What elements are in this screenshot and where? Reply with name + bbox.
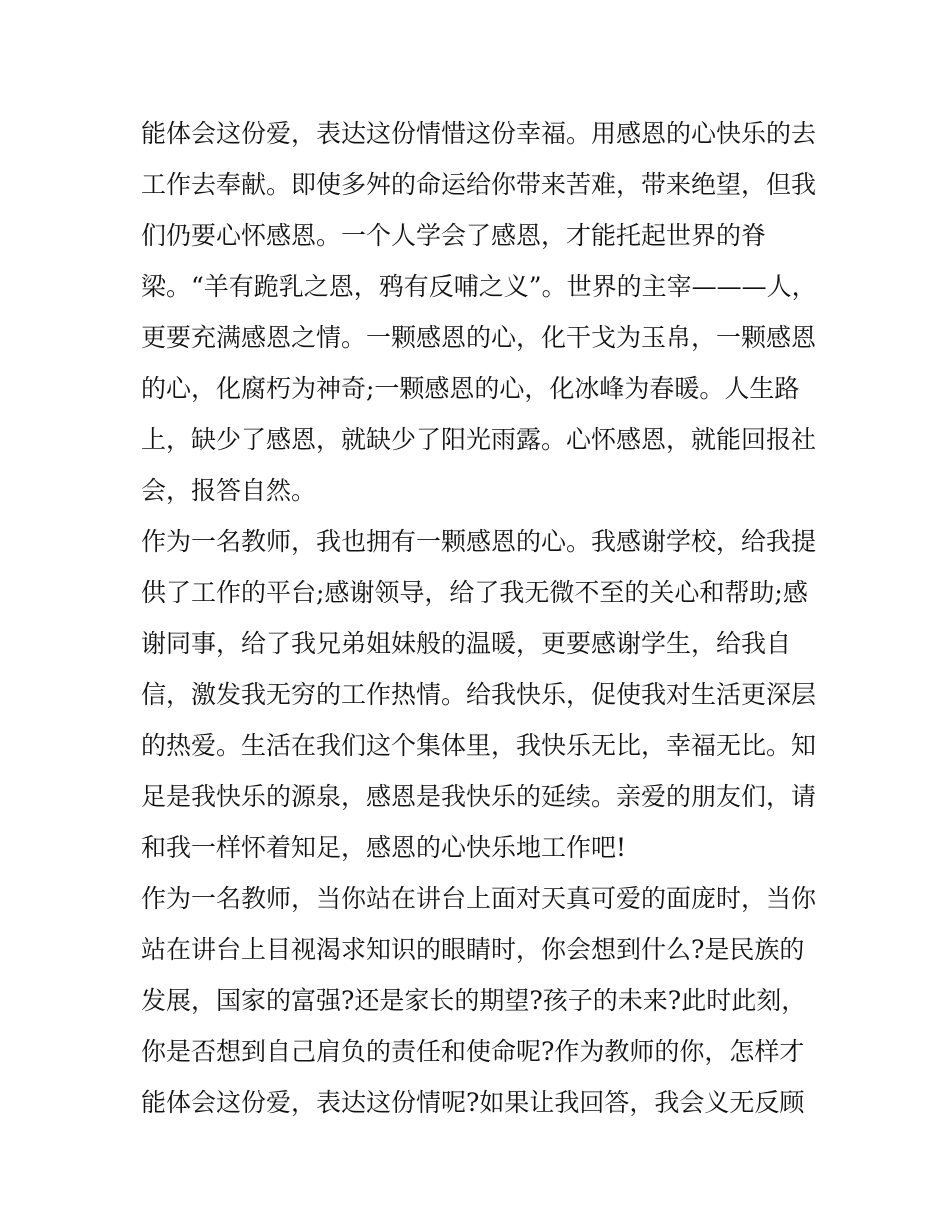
text-line: 梁。“羊有跪乳之恩，鸦有反哺之义”。世界的主宰———人， (141, 272, 817, 301)
text-line: 发展，国家的富强?还是家长的期望?孩子的未来?此时此刻， (141, 986, 807, 1015)
text-line: 谢同事，给了我兄弟姐妹般的温暖，更要感谢学生，给我自 (141, 629, 792, 658)
text-line: 供了工作的平台;感谢领导，给了我无微不至的关心和帮助;感 (141, 578, 808, 607)
text-line: 足是我快乐的源泉，感恩是我快乐的延续。亲爱的朋友们，请 (141, 782, 817, 811)
text-line: 会，报答自然。 (141, 476, 317, 505)
body-text (141, 108, 831, 1128)
text-line: 能体会这份爱，表达这份情惜这份幸福。用感恩的心快乐的去 (141, 119, 817, 148)
text-line: 站在讲台上目视渴求知识的眼睛时，你会想到什么?是民族的 (141, 935, 805, 964)
text-line: 工作去奉献。即使多舛的命运给你带来苦难，带来绝望，但我 (141, 170, 817, 199)
text-line: 的心，化腐朽为神奇;一颗感恩的心，化冰峰为春暖。人生路 (141, 374, 800, 403)
text-line: 能体会这份爱，表达这份情呢?如果让我回答，我会义无反顾 (141, 1088, 805, 1117)
text-line: 作为一名教师，我也拥有一颗感恩的心。我感谢学校，给我提 (141, 527, 817, 556)
text-line: 们仍要心怀感恩。一个人学会了感恩，才能托起世界的脊 (141, 221, 767, 250)
text-line: 的热爱。生活在我们这个集体里，我快乐无比，幸福无比。知 (141, 731, 817, 760)
text-line: 上，缺少了感恩，就缺少了阳光雨露。心怀感恩，就能回报社 (141, 425, 817, 454)
text-line: 你是否想到自己肩负的责任和使命呢?作为教师的你，怎样才 (141, 1037, 805, 1066)
text-line: 更要充满感恩之情。一颗感恩的心，化干戈为玉帛，一颗感恩 (141, 323, 817, 352)
text-line: 信，激发我无穷的工作热情。给我快乐，促使我对生活更深层 (141, 680, 817, 709)
text-line: 和我一样怀着知足，感恩的心快乐地工作吧! (141, 833, 627, 862)
text-line: 作为一名教师，当你站在讲台上面对天真可爱的面庞时，当你 (141, 884, 817, 913)
